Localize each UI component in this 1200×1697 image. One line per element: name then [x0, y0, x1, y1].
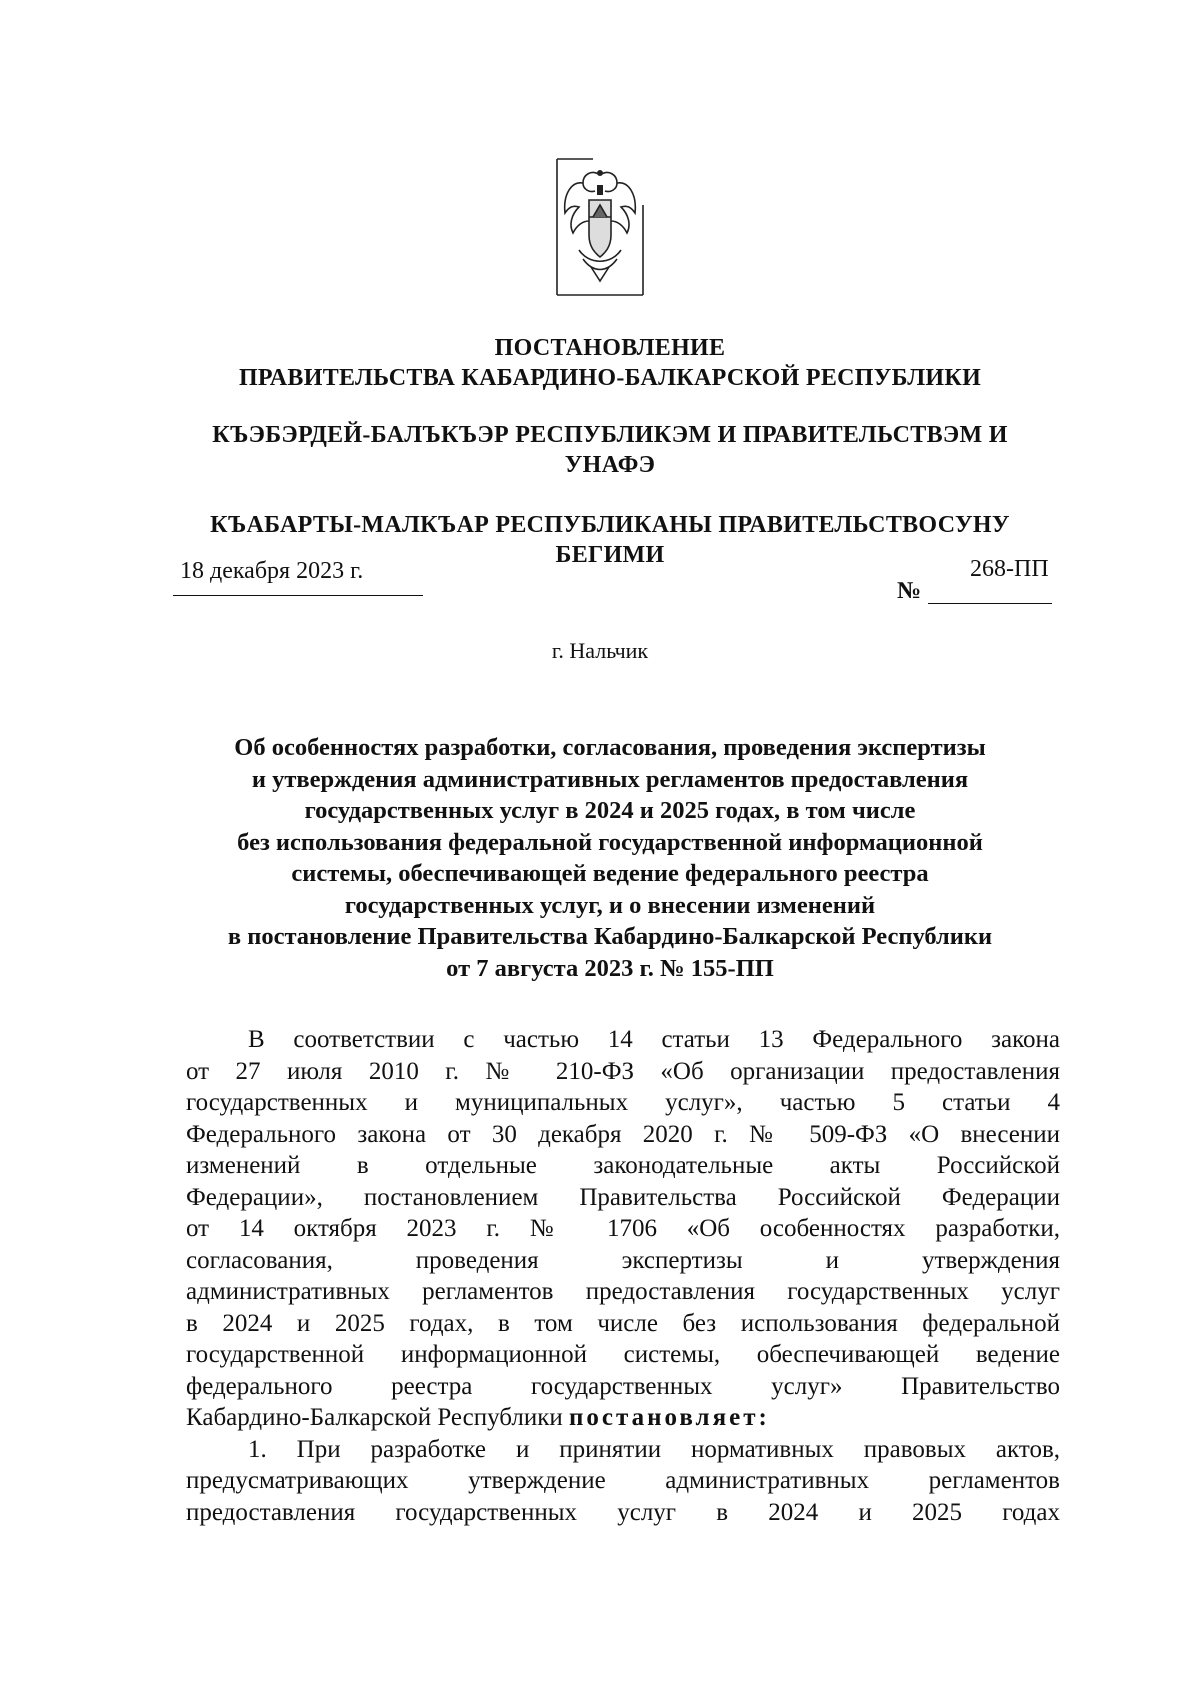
body-line: государственной информационной системы, обеспечивающей ведение: [186, 1341, 1060, 1368]
title-line: государственных услуг, и о внесении изменений: [344, 891, 876, 919]
republic-name: Кабардино-Балкарской Республики: [186, 1404, 563, 1431]
body-line: административных регламентов предоставления государственных услуг: [186, 1278, 1060, 1305]
coat-of-arms-emblem: [553, 155, 648, 300]
balkar-heading-line1: КЪАБАРТЫ-МАЛКЪАР РЕСПУБЛИКАНЫ ПРАВИТЕЛЬСТВОСУНУ: [210, 512, 1010, 538]
title-line: в постановление Правительства Кабардино-Балкарской Республики: [227, 923, 993, 950]
body-line: изменений в отдельные законодательные акты Российской: [186, 1152, 1060, 1179]
body-line: в 2024 и 2025 годах, в том числе без использования федеральной: [186, 1309, 1060, 1337]
kabardian-heading-line1: КЪЭБЭРДЕЙ-БАЛЪКЪЭР РЕСПУБЛИКЭМ И ПРАВИТЕЛЬСТВЭМ И: [212, 422, 1008, 448]
body-line: В соответствии с частью 14 статьи 13 Федерального закона: [248, 1026, 1060, 1053]
item-1-line: предоставления государственных услуг в 2024 и 2025 годах: [186, 1498, 1060, 1526]
title-line: системы, обеспечивающей ведение федерального реестра: [291, 860, 929, 887]
document-date: 18 декабря 2023 г.: [180, 558, 364, 584]
title-line: и утверждения административных регламентов предоставления: [251, 765, 969, 793]
title-line: Об особенностях разработки, согласования, проведения экспертизы: [234, 734, 986, 761]
title-line: от 7 августа 2023 г. № 155-ПП: [446, 954, 774, 982]
item-1-line: 1. При разработке и принятии нормативных правовых актов,: [248, 1435, 1060, 1463]
body-line: от 14 октября 2023 г. № 1706 «Об особенностях разработки,: [186, 1215, 1060, 1242]
document-body: [186, 1024, 1060, 1528]
kabardian-heading-line2: УНАФЭ: [564, 452, 656, 478]
document-title: [150, 732, 1070, 984]
document-number: 268-ПП: [970, 556, 1049, 582]
body-line: Федерации», постановлением Правительства Российской Федерации: [186, 1183, 1060, 1211]
resolves-word: постановляет:: [569, 1404, 770, 1431]
body-line-resolves: [186, 1402, 1060, 1434]
title-line: без использования федеральной государственной информационной: [237, 828, 983, 856]
balkar-heading-line2: БЕГИМИ: [555, 542, 665, 568]
body-line: федерального реестра государственных услуг» Правительство: [186, 1372, 1060, 1400]
item-1-line: предусматривающих утверждение административных регламентов: [186, 1467, 1060, 1494]
issuer-heading: ПРАВИТЕЛЬСТВА КАБАРДИНО-БАЛКАРСКОЙ РЕСПУБЛИКИ: [238, 365, 982, 391]
city-name: г. Нальчик: [551, 638, 649, 663]
body-line: согласования, проведения экспертизы и утверждения: [186, 1246, 1060, 1274]
body-line: Федерального закона от 30 декабря 2020 г. № 509-ФЗ «О внесении: [186, 1120, 1060, 1148]
doc-type-heading: ПОСТАНОВЛЕНИЕ: [494, 335, 726, 361]
number-sign: №: [897, 578, 922, 604]
body-line: государственных и муниципальных услуг», частью 5 статьи 4: [186, 1089, 1060, 1116]
number-underline: [928, 603, 1052, 604]
title-line: государственных услуг в 2024 и 2025 годах, в том числе: [304, 797, 916, 824]
body-line: от 27 июля 2010 г. № 210-ФЗ «Об организации предоставления: [186, 1057, 1060, 1085]
date-underline: [173, 595, 423, 596]
